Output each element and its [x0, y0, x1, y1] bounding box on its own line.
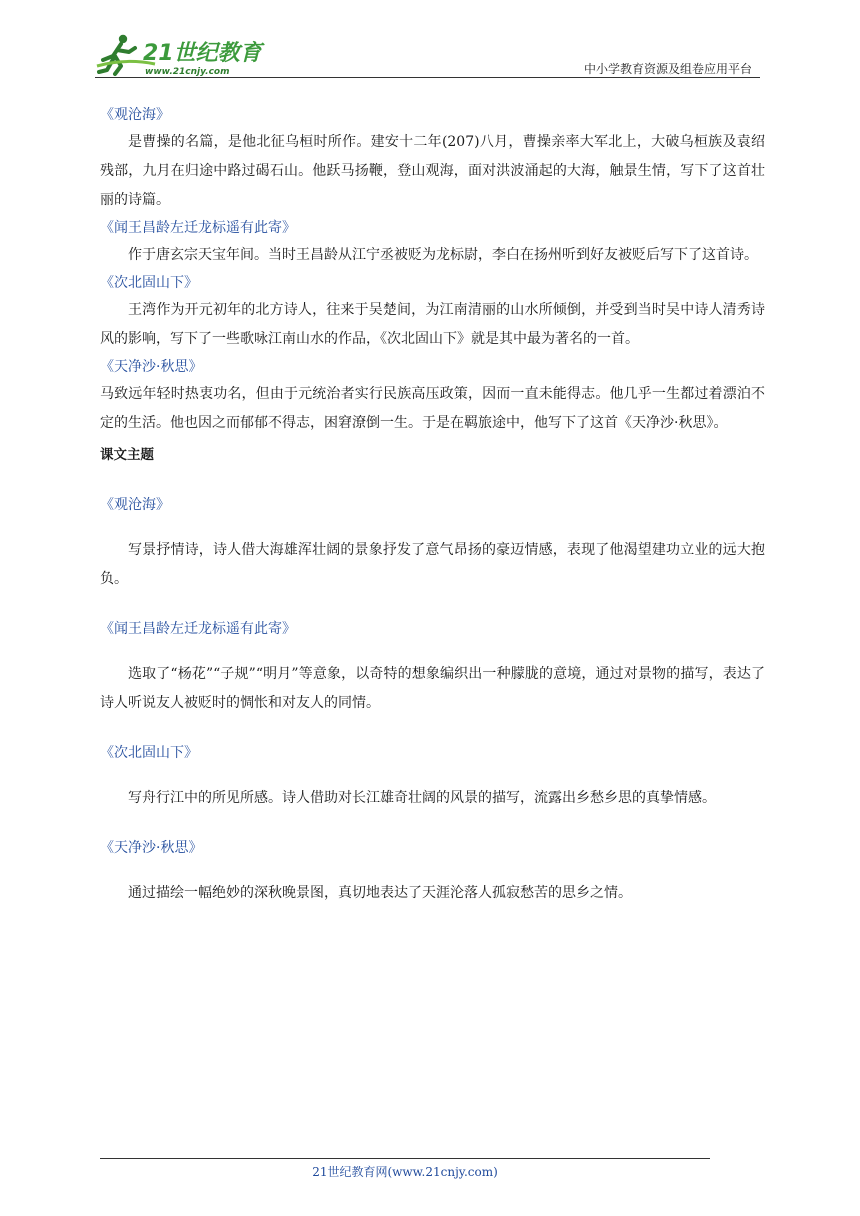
background-text-wenwangchangling: 作于唐玄宗天宝年间。当时王昌龄从江宁丞被贬为龙标尉，李白在扬州听到好友被贬后写下了这首诗。: [128, 247, 758, 263]
theme-text-cibeigushan: 写舟行江中的所见所感。诗人借助对长江雄奇壮阔的风景的描写，流露出乡愁乡思的真挚情感。: [128, 790, 716, 806]
background-title-guancanghai: 《观沧海》: [100, 107, 170, 123]
background-section: [100, 102, 765, 438]
theme-title-tianjingsha: 《天净沙·秋思》: [100, 840, 203, 856]
footer-text: 21世纪教育网(www.21cnjy.com): [312, 1165, 498, 1179]
background-text-tianjingsha: 马致远年轻时热衷功名，但由于元统治者实行民族高压政策，因而一直未能得志。他几乎一生都过着漂泊不定的生活。他也因之而郁郁不得志，困窘潦倒一生。于是在羁旅途中，他写下了这首《天净沙·秋思》。: [100, 386, 765, 431]
background-text-guancanghai: 是曹操的名篇，是他北征乌桓时所作。建安十二年(207)八月，曹操亲率大军北上，大破乌桓族及袁绍残部，九月在归途中路过碣石山。他跃马扬鞭，登山观海，面对洪波涌起的大海，触景生情，写下了这首壮丽的诗篇。: [100, 134, 765, 208]
background-title-wenwangchangling: 《闻王昌龄左迁龙标遥有此寄》: [100, 220, 296, 236]
theme-text-guancanghai: 写景抒情诗，诗人借大海雄浑壮阔的景象抒发了意气昂扬的豪迈情感，表现了他渴望建功立业的远大抱负。: [100, 542, 765, 587]
theme-title-wenwangchangling: 《闻王昌龄左迁龙标遥有此寄》: [100, 621, 296, 637]
theme-title-guancanghai: 《观沧海》: [100, 497, 170, 513]
logo-text: 21世纪教育: [143, 41, 262, 66]
section-heading-themes: 课文主题: [100, 447, 154, 463]
header-divider: [95, 77, 760, 78]
logo-url-text: www.21cnjy.com: [145, 67, 230, 77]
background-title-tianjingsha: 《天净沙·秋思》: [100, 359, 203, 375]
logo-21cnjy: [95, 30, 265, 80]
footer-divider: [100, 1158, 710, 1159]
theme-text-wenwangchangling: 选取了“杨花”“子规”“明月”等意象，以奇特的想象编织出一种朦胧的意境，通过对景物的描写，表达了诗人听说友人被贬时的惆怅和对友人的同情。: [100, 666, 765, 711]
background-text-cibeigushan: 王湾作为开元初年的北方诗人，往来于吴楚间，为江南清丽的山水所倾倒，并受到当时吴中诗人清秀诗风的影响，写下了一些歌咏江南山水的作品，《次北固山下》就是其中最为著名的一首。: [100, 302, 765, 347]
background-title-cibeigushan: 《次北固山下》: [100, 275, 198, 291]
document-body: [100, 102, 765, 908]
header-platform-text: 中小学教育资源及组卷应用平台: [583, 62, 752, 76]
page-header: [95, 30, 760, 80]
themes-section: [100, 492, 765, 908]
theme-text-tianjingsha: 通过描绘一幅绝妙的深秋晚景图，真切地表达了天涯沦落人孤寂愁苦的思乡之情。: [128, 885, 632, 901]
theme-title-cibeigushan: 《次北固山下》: [100, 745, 198, 761]
